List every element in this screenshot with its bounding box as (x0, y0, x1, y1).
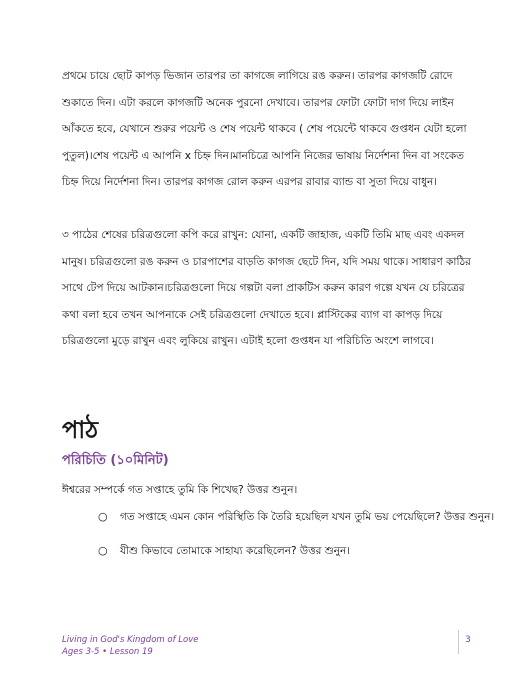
section-heading: পাঠ (62, 415, 99, 444)
footer-divider (458, 630, 459, 654)
paragraph-map-instructions: প্রথমে চায়ে ছোট কাপড় ভিজান তারপর তা কাগজে লাগিয়ে রঙ করুন। তারপর কাগজটি রোদে শুকাতে দিন। এটা করলে কাগজটি অনেক পুরনো দেখাবে। তারপর ফোটা ফোটা দাগ দিয়ে লাইন আঁকতে হবে, যেখানে শুরুর পয়েন্ট ও শেষ পয়েন্ট থাকবে ( শেষ পয়েন্টে থাকবে গুপ্তধন যেটা হলো পুতুল)।শেষ পয়েন্ট এ আপনি x চিহ্ন দিন।মানচিত্রে আপনি নিজের ভাষায় নির্দেশনা দিন বা সংকেত চিহ্ন দিয়ে নির্দেশনা দিন। তারপর কাগজ রোল করুন এরপর রাবার ব্যান্ড বা সুতা দিয়ে বাধুন। (62, 70, 467, 188)
list-item-text: গত সপ্তাহে এমন কোন পরিস্থিতি কি তৈরি হয়েছিল যখন তুমি ভয় পেয়েছিলে? উত্তর শুনুন। (120, 511, 495, 523)
paragraph-character-cutouts: ৩ পাঠের শেষের চরিত্রগুলো কপি করে রাখুন: যোনা, একটি জাহাজ, একটি তিমি মাছ এবং একদল মানুষ। চরিত্রগুলো রঙ করুন ও চারপাশের বাড়তি কাগজ ছেটে দিন, যদি সময় থাকে। সাধারণ কাঠির সাথে টেপ দিয়ে আটকান।চরিত্রগুলো দিয়ে গল্পটা বলা প্রাকটিস করুন কারণ গল্পে যখন যে চরিত্রের কথা বলা হবে তখন আপনাকে সেই চরিত্রগুলো দেখাতে হবে। প্লাস্টিকের ব্যাগ বা কাপড় দিয়ে চরিত্রগুলো মুড়ে রাখুন এবং লুকিয়ে রাখুন। এটাই হলো গুপ্তধন যা পরিচিতি অংশে লাগবে। (62, 229, 471, 347)
footer-subtitle: Ages 3-5 • Lesson 19 (62, 647, 153, 657)
question-list (98, 510, 498, 578)
page-number: 3 (465, 635, 471, 645)
circle-bullet-icon: ○ (98, 510, 108, 523)
footer-title: Living in God's Kingdom of Love (62, 635, 199, 645)
circle-bullet-icon: ○ (98, 544, 108, 557)
section-subheading: পরিচিতি (১০মিনিট) (62, 453, 169, 468)
list-item-text: যীশু কিভাবে তোমাকে সাহায্য করেছিলেন? উত্তর শুনুন। (120, 545, 351, 557)
list-item (98, 544, 498, 578)
intro-question: ঈশ্বরের সম্পর্কে গত সপ্তাহে তুমি কি শিখেছ? উত্তর শুনুন। (62, 484, 298, 496)
list-item (98, 510, 498, 544)
page-footer (62, 634, 198, 658)
